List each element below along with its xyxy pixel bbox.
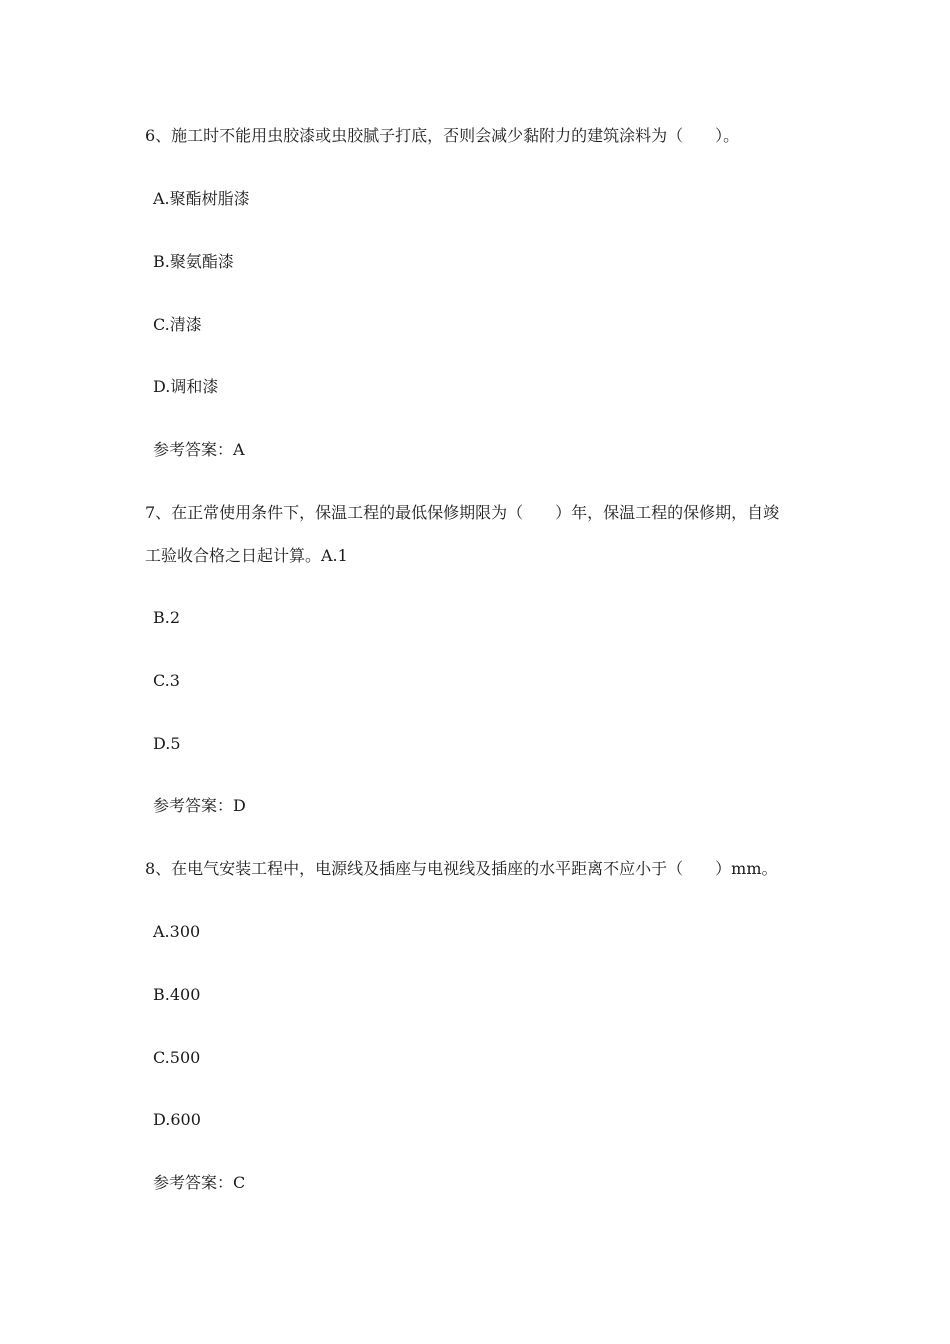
question-7-stem-line-1: 7、在正常使用条件下，保温工程的最低保修期限为（ ）年，保温工程的保修期，自竣: [145, 503, 780, 522]
question-6-stem: 6、施工时不能用虫胶漆或虫胶腻子打底，否则会减少黏附力的建筑涂料为（ ）。: [145, 126, 740, 145]
question-8-stem: 8、在电气安装工程中，电源线及插座与电视线及插座的水平距离不应小于（ ）mm。: [145, 859, 778, 878]
question-7-stem-line-2: 工验收合格之日起计算。A.1: [145, 546, 348, 565]
question-7-option-b: B.2: [153, 608, 181, 627]
question-6-answer: 参考答案：A: [153, 440, 245, 459]
question-8-option-a: A.300: [153, 922, 201, 941]
question-7-answer: 参考答案：D: [153, 796, 246, 815]
question-6-option-d: D.调和漆: [153, 377, 219, 396]
question-8-option-b: B.400: [153, 985, 201, 1004]
question-8-answer: 参考答案：C: [153, 1173, 246, 1192]
question-6-option-b: B.聚氨酯漆: [153, 252, 234, 271]
question-7-option-c: C.3: [153, 671, 180, 690]
question-6-option-a: A.聚酯树脂漆: [153, 189, 250, 208]
question-8-option-d: D.600: [153, 1110, 201, 1129]
question-7-option-d: D.5: [153, 734, 181, 753]
question-8-option-c: C.500: [153, 1048, 201, 1067]
question-6-option-c: C.清漆: [153, 315, 202, 334]
